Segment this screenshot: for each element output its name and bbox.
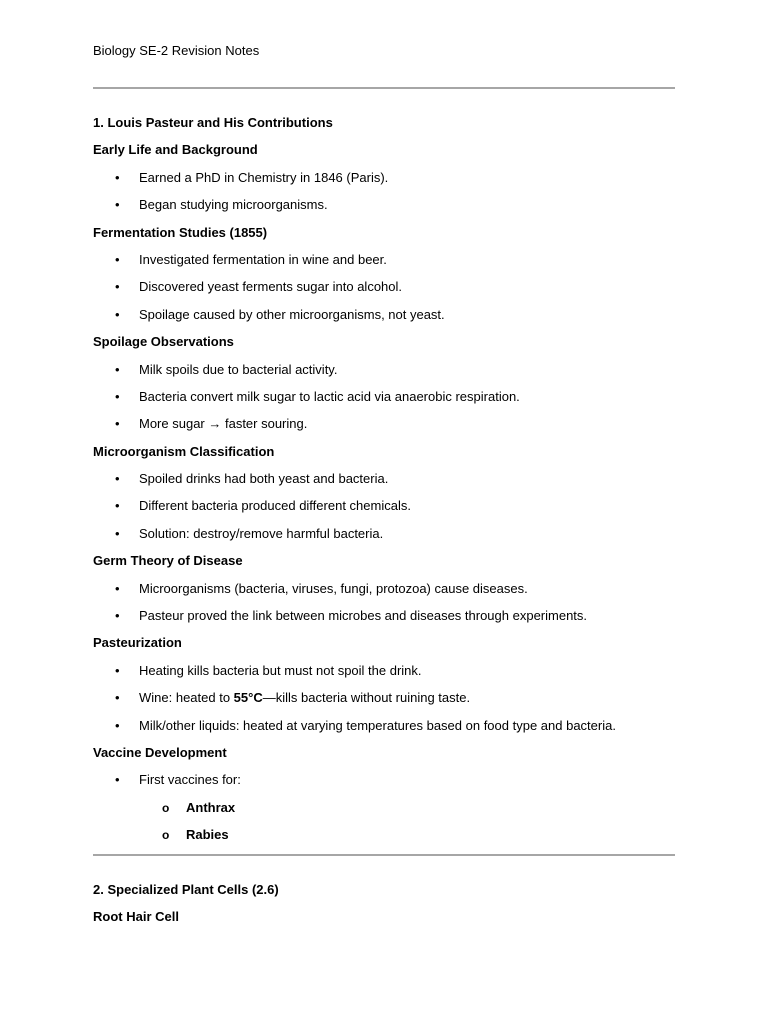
subheading-fermentation: Fermentation Studies (1855) [93, 224, 268, 240]
list-item-text: Wine: heated to [139, 690, 234, 706]
list-item: • Different bacteria produced different chemicals. [93, 498, 693, 525]
subheading-root-hair-cell: Root Hair Cell [93, 909, 179, 925]
list-item: • Milk/other liquids: heated at varying temperatures based on food type and bacteria. [93, 718, 693, 745]
list-item: • Earned a PhD in Chemistry in 1846 (Paris). [93, 170, 693, 197]
subheading-classification: Microorganism Classification [93, 443, 275, 459]
list-item: • Heating kills bacteria but must not spoil the drink. [93, 663, 693, 690]
list-item: • Pasteur proved the link between microbes and diseases through experiments. [93, 608, 693, 635]
subheading-early-life: Early Life and Background [93, 142, 258, 158]
list-item: • Spoiled drinks had both yeast and bacteria. [93, 471, 693, 498]
list-item: • Solution: destroy/remove harmful bacteria. [93, 526, 693, 553]
subheading-vaccine: Vaccine Development [93, 744, 227, 760]
list-item: • Began studying microorganisms. [93, 197, 693, 224]
subheading-pasteurization: Pasteurization [93, 635, 182, 651]
list-item: • Microorganisms (bacteria, viruses, fungi, protozoa) cause diseases. [93, 581, 693, 608]
subheading-spoilage: Spoilage Observations [93, 334, 234, 350]
list-item: • More sugar → faster souring. [93, 416, 693, 443]
section-2 [93, 882, 693, 937]
list-item: • Bacteria convert milk sugar to lactic acid via anaerobic respiration. [93, 389, 693, 416]
section-title: 2. Specialized Plant Cells (2.6) [93, 882, 279, 897]
horizontal-rule [93, 87, 675, 89]
sub-list-item: o Rabies [93, 827, 693, 854]
list-item-text: —kills bacteria without ruining taste. [262, 690, 471, 706]
sub-list-item: o Anthrax [93, 800, 693, 827]
list-item: • Investigated fermentation in wine and beer. [93, 252, 693, 279]
section-title: 1. Louis Pasteur and His Contributions [93, 115, 333, 130]
section-1 [93, 115, 693, 855]
subheading-germ-theory: Germ Theory of Disease [93, 553, 243, 569]
list-item: • First vaccines for: [93, 772, 693, 799]
document-header: Biology SE-2 Revision Notes [93, 43, 260, 58]
list-item: • Spoilage caused by other microorganisms, not yeast. [93, 307, 693, 334]
list-item: • Discovered yeast ferments sugar into alcohol. [93, 279, 693, 306]
list-item: • Milk spoils due to bacterial activity. [93, 362, 693, 389]
temperature-value: 55°C [233, 690, 263, 706]
horizontal-rule [93, 854, 675, 856]
list-item [93, 690, 693, 717]
